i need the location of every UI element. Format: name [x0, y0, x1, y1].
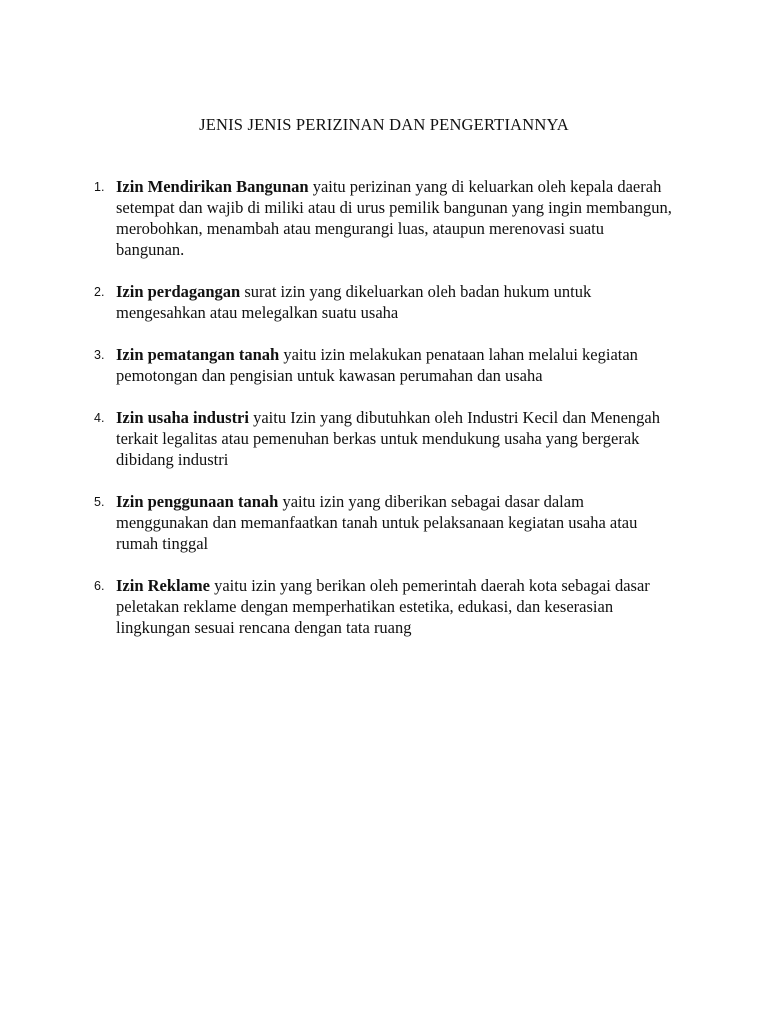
list-item-3 — [0, 344, 768, 386]
list-item-definition: yaitu perizinan yang di keluarkan oleh kepala daerah setempat dan wajib di miliki atau di urus pemilik bangunan yang ingin membangun, merobohkan, menambah atau mengurangi luas, ataupun merenovasi suatu bangunan. — [116, 177, 672, 259]
list-item-number: 3. — [94, 348, 105, 362]
list-item-definition: yaitu izin melakukan penataan lahan melalui kegiatan pemotongan dan pengisian untuk kawasan perumahan dan usaha — [116, 345, 638, 385]
permit-list — [0, 176, 768, 659]
list-item-term: Izin penggunaan tanah — [116, 492, 279, 511]
list-item-5 — [0, 491, 768, 554]
list-item-6 — [0, 575, 768, 638]
list-item-number: 5. — [94, 495, 105, 509]
list-item-term: Izin usaha industri — [116, 408, 249, 427]
document-title: JENIS JENIS PERIZINAN DAN PENGERTIANNYA — [199, 115, 569, 134]
list-item-term: Izin Reklame — [116, 576, 210, 595]
list-item-definition: yaitu izin yang diberikan sebagai dasar dalam menggunakan dan memanfaatkan tanah untuk pelaksanaan kegiatan usaha atau rumah tinggal — [116, 492, 638, 553]
list-item-term: Izin perdagangan — [116, 282, 241, 301]
list-item-term: Izin pematangan tanah — [116, 345, 280, 364]
list-item-number: 2. — [94, 285, 105, 299]
list-item-term: Izin Mendirikan Bangunan — [116, 177, 309, 196]
list-item-number: 6. — [94, 579, 105, 593]
list-item-1 — [0, 176, 768, 260]
list-item-2 — [0, 281, 768, 323]
list-item-definition: yaitu Izin yang dibutuhkan oleh Industri Kecil dan Menengah terkait legalitas atau pemenuhan berkas untuk mendukung usaha yang bergerak dibidang industri — [116, 408, 660, 469]
list-item-number: 1. — [94, 180, 105, 194]
list-item-number: 4. — [94, 411, 105, 425]
list-item-definition: yaitu izin yang berikan oleh pemerintah daerah kota sebagai dasar peletakan reklame dengan memperhatikan estetika, edukasi, dan keserasian lingkungan sesuai rencana dengan tata ruang — [116, 576, 650, 637]
list-item-4 — [0, 407, 768, 470]
list-item-definition: surat izin yang dikeluarkan oleh badan hukum untuk mengesahkan atau melegalkan suatu usaha — [116, 282, 592, 322]
